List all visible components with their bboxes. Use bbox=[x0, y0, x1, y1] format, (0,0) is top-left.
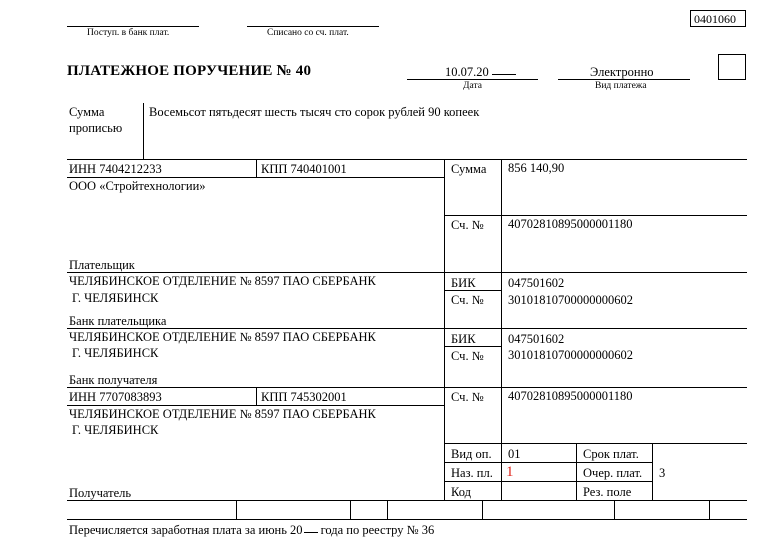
purpose-text-main: Перечисляется заработная плата за июнь 20 bbox=[69, 523, 303, 537]
payee-bank-label: Банк получателя bbox=[69, 373, 158, 387]
payee-bank-bik: 047501602 bbox=[508, 332, 565, 346]
amount-words-label-2: прописью bbox=[69, 121, 123, 135]
payee-inn: ИНН 7707083893 bbox=[69, 390, 162, 404]
payer-label: Плательщик bbox=[69, 258, 135, 272]
grid-line bbox=[236, 500, 237, 519]
payee-bank-account-label: Сч. № bbox=[451, 349, 484, 363]
payee-city: Г. ЧЕЛЯБИНСК bbox=[72, 423, 159, 437]
grid-line bbox=[709, 500, 710, 519]
grid-line bbox=[614, 500, 615, 519]
purpose-year-blank bbox=[304, 532, 318, 533]
grid-line bbox=[444, 462, 652, 463]
payee-label: Получатель bbox=[69, 486, 132, 500]
payer-account-value: 40702810895000001180 bbox=[508, 217, 633, 231]
op-type-value: 01 bbox=[508, 447, 521, 461]
payer-bank-bik: 047501602 bbox=[508, 276, 565, 290]
payee-kpp: КПП 745302001 bbox=[261, 390, 347, 404]
purpose-code-value: 1 bbox=[506, 464, 514, 480]
payer-bank-label: Банк плательщика bbox=[69, 314, 167, 328]
grid-line bbox=[387, 500, 388, 519]
grid-line bbox=[501, 159, 502, 500]
payer-bank-bik-label: БИК bbox=[451, 276, 476, 290]
purpose-code-label: Наз. пл. bbox=[451, 466, 493, 480]
purpose-text-tail: года по реестру № 36 bbox=[320, 523, 435, 537]
grid-line bbox=[444, 215, 747, 216]
grid-line bbox=[444, 481, 652, 482]
payee-account-label: Сч. № bbox=[451, 390, 484, 404]
grid-line bbox=[444, 290, 501, 291]
grid-line bbox=[256, 159, 257, 177]
payee-bank-city: Г. ЧЕЛЯБИНСК bbox=[72, 346, 159, 360]
payment-type-value: Электронно bbox=[590, 65, 654, 79]
payee-bank-name: ЧЕЛЯБИНСКОЕ ОТДЕЛЕНИЕ № 8597 ПАО СБЕРБАНК bbox=[69, 330, 376, 344]
page-title: ПЛАТЕЖНОЕ ПОРУЧЕНИЕ № 40 bbox=[67, 63, 312, 79]
status-box bbox=[718, 54, 746, 80]
payer-kpp: КПП 740401001 bbox=[261, 162, 347, 176]
grid-line bbox=[67, 405, 444, 406]
term-label: Срок плат. bbox=[583, 447, 639, 461]
op-type-label: Вид оп. bbox=[451, 447, 492, 461]
amount-words-label-1: Сумма bbox=[69, 105, 105, 119]
payer-bank-city: Г. ЧЕЛЯБИНСК bbox=[72, 291, 159, 305]
date-value: 10.07.20 bbox=[445, 65, 489, 79]
payer-bank-account-label: Сч. № bbox=[451, 293, 484, 307]
bank-received-line bbox=[67, 26, 199, 27]
payer-bank-name: ЧЕЛЯБИНСКОЕ ОТДЕЛЕНИЕ № 8597 ПАО СБЕРБАНК bbox=[69, 274, 376, 288]
date-year-underline bbox=[492, 74, 516, 75]
grid-line bbox=[67, 387, 747, 388]
code-label: Код bbox=[451, 485, 471, 499]
grid-line bbox=[67, 272, 747, 273]
amount-value: 856 140,90 bbox=[508, 161, 565, 175]
date-label: Дата bbox=[463, 81, 482, 91]
grid-line bbox=[444, 346, 501, 347]
priority-label: Очер. плат. bbox=[583, 466, 643, 480]
grid-line bbox=[576, 443, 577, 500]
payer-inn: ИНН 7404212233 bbox=[69, 162, 162, 176]
grid-line bbox=[444, 443, 747, 444]
payee-name: ЧЕЛЯБИНСКОЕ ОТДЕЛЕНИЕ № 8597 ПАО СБЕРБАНК bbox=[69, 407, 376, 421]
payer-bank-account: 30101810700000000602 bbox=[508, 293, 633, 307]
grid-line bbox=[652, 443, 653, 500]
grid-line bbox=[256, 387, 257, 405]
debited-line bbox=[247, 26, 379, 27]
grid-line bbox=[67, 177, 444, 178]
grid-line bbox=[350, 500, 351, 519]
payment-type-label: Вид платежа bbox=[595, 81, 647, 91]
amount-label: Сумма bbox=[451, 162, 487, 176]
grid-line bbox=[444, 159, 445, 500]
bank-received-label: Поступ. в банк плат. bbox=[87, 28, 170, 38]
grid-line bbox=[67, 500, 747, 501]
payee-bank-account: 30101810700000000602 bbox=[508, 348, 633, 362]
grid-line bbox=[67, 519, 747, 520]
form-code: 0401060 bbox=[694, 12, 736, 26]
payee-account-value: 40702810895000001180 bbox=[508, 389, 633, 403]
debited-label: Списано со сч. плат. bbox=[267, 28, 349, 38]
payer-name: ООО «Стройтехнологии» bbox=[69, 179, 206, 193]
grid-line bbox=[482, 500, 483, 519]
payer-account-label: Сч. № bbox=[451, 218, 484, 232]
amount-words-value: Восемьсот пятьдесят шесть тысяч сто сорок рублей 90 копеек bbox=[149, 105, 480, 119]
grid-line bbox=[67, 328, 747, 329]
reserve-label: Рез. поле bbox=[583, 485, 632, 499]
payee-bank-bik-label: БИК bbox=[451, 332, 476, 346]
date-line bbox=[407, 79, 538, 80]
purpose-text bbox=[69, 524, 434, 537]
priority-value: 3 bbox=[659, 466, 666, 480]
payment-type-line bbox=[558, 79, 690, 80]
grid-line bbox=[67, 159, 747, 160]
amount-words-divider bbox=[143, 103, 144, 159]
